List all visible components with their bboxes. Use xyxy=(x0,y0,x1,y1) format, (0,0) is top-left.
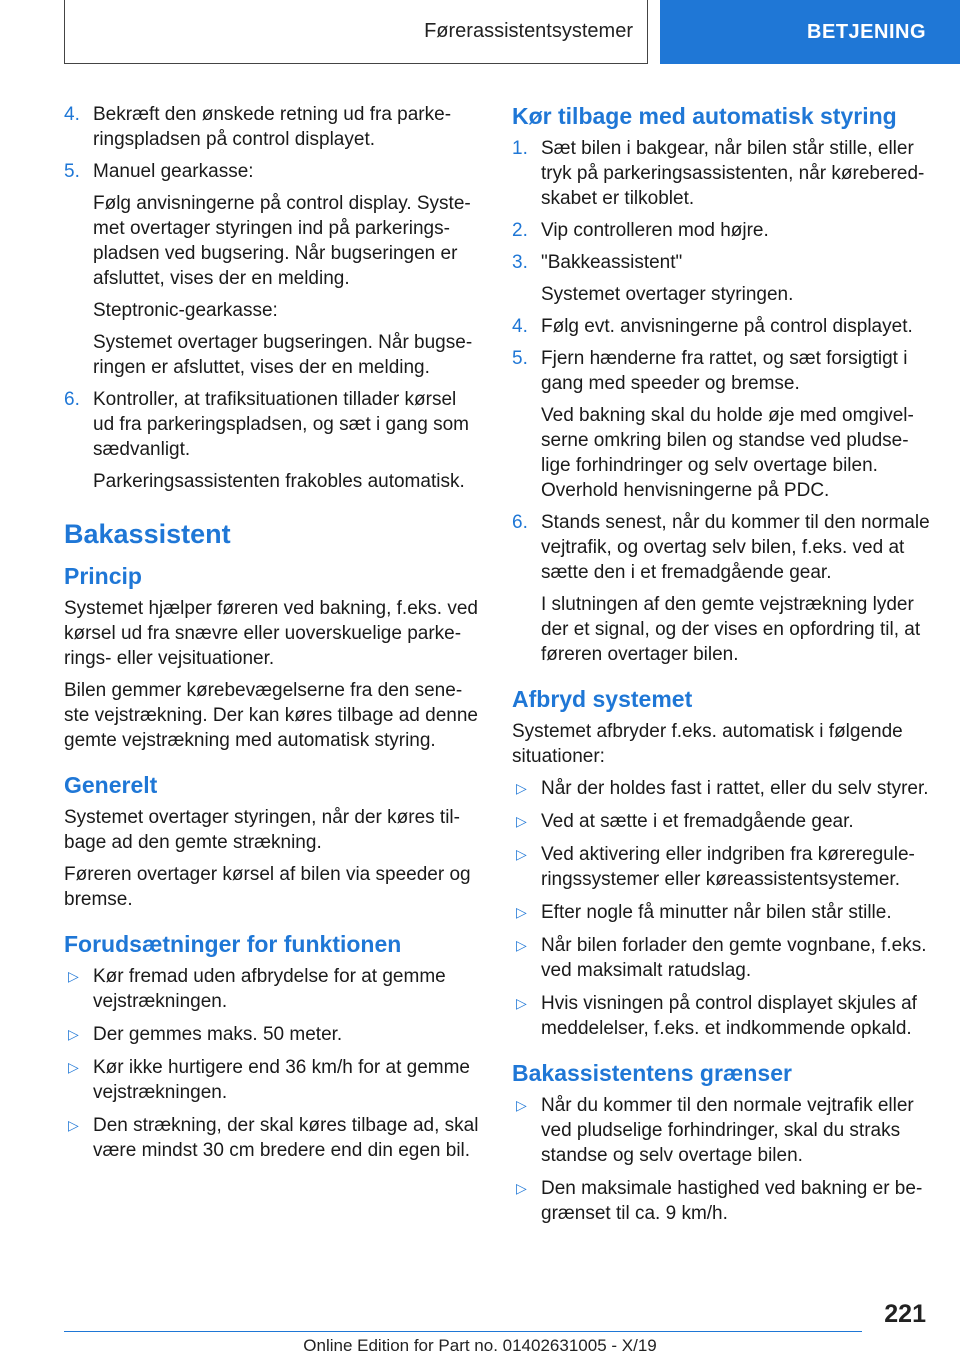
step-item xyxy=(512,250,930,275)
step-text: Fjern hænderne fra rattet, og sæt forsigtigt i gang med speeder og bremse. xyxy=(541,348,908,394)
step-subtext: Systemet overtager bugseringen. Når bugseringen er afsluttet, vises der en melding. xyxy=(93,332,473,378)
heading-forudsaetninger: Forudsætninger for funktionen xyxy=(64,931,402,957)
bullet-item xyxy=(64,1113,480,1163)
bullet-item xyxy=(512,900,930,925)
paragraph: Føreren overtager kørsel af bilen via speeder og bremse. xyxy=(64,864,471,910)
bullet-item xyxy=(512,809,930,834)
paragraph: Bilen gemmer kørebevægelserne fra den seneste vejstrækning. Der kan køres tilbage ad denne gemte vejstrækning med automatisk styring. xyxy=(64,680,478,751)
step-number: 4. xyxy=(64,104,80,125)
step-subtext: Steptronic-gearkasse: xyxy=(93,300,278,321)
right-column xyxy=(512,102,930,1234)
header-section-title: Førerassistentsystemer xyxy=(424,20,633,42)
step-text: Manuel gearkasse: xyxy=(93,161,254,182)
bullet-text: Kør fremad uden afbrydelse for at gemme vejstrækningen. xyxy=(93,966,446,1012)
step-item xyxy=(512,510,930,585)
header-chapter-tab xyxy=(660,0,960,64)
heading-graenser: Bakassistentens grænser xyxy=(512,1060,792,1086)
bullet-item xyxy=(512,991,930,1041)
bullet-item xyxy=(512,776,930,801)
step-text: Sæt bilen i bakgear, når bilen står stille, eller tryk på parkeringsassistenten, når køreberedskabet er tilkoblet. xyxy=(541,138,925,209)
bullet-text: Den strækning, der skal køres tilbage ad, skal være mindst 30 cm bredere end din egen bil. xyxy=(93,1115,479,1161)
footer-edition: Online Edition for Part no. 01402631005 - X/19 xyxy=(303,1336,657,1355)
step-text: Kontroller, at trafiksituationen tillader kørsel ud fra parkeringspladsen, og sæt i gang som sædvanligt. xyxy=(93,389,469,460)
step-text: Følg evt. anvisningerne på control displayet. xyxy=(541,316,913,337)
triangle-bullet-icon: ▷ xyxy=(68,1117,79,1133)
bullet-item xyxy=(512,1176,930,1226)
bullet-text: Hvis visningen på control displayet skjules af meddelelser, f.eks. et indkommende opkald. xyxy=(541,993,917,1039)
step-number: 4. xyxy=(512,316,528,337)
paragraph: Systemet overtager styringen, når der køres tilbage ad den gemte strækning. xyxy=(64,807,460,853)
bullet-item xyxy=(64,1022,480,1047)
step-number: 5. xyxy=(64,161,80,182)
bullet-item xyxy=(512,1093,930,1168)
bullet-text: Ved aktivering eller indgriben fra kørereguleringssystemer eller køreassistentsystemer. xyxy=(541,844,915,890)
heading-generelt: Generelt xyxy=(64,772,158,798)
bullet-item xyxy=(512,933,930,983)
paragraph: Systemet afbryder f.eks. automatisk i følgende situationer: xyxy=(512,721,903,767)
bullet-item xyxy=(64,1055,480,1105)
step-item xyxy=(512,218,930,243)
triangle-bullet-icon: ▷ xyxy=(516,780,527,796)
step-text: Vip controlleren mod højre. xyxy=(541,220,769,241)
triangle-bullet-icon: ▷ xyxy=(516,995,527,1011)
bullet-text: Der gemmes maks. 50 meter. xyxy=(93,1024,343,1045)
triangle-bullet-icon: ▷ xyxy=(516,937,527,953)
bullet-text: Når der holdes fast i rattet, eller du selv styrer. xyxy=(541,778,929,799)
bullet-text: Når du kommer til den normale vejtrafik eller ved pludselige forhindringer, skal du straks standse og selv overtage bilen. xyxy=(541,1095,914,1166)
page-number: 221 xyxy=(884,1300,926,1328)
header-chapter-title: BETJENING xyxy=(807,20,926,43)
step-number: 2. xyxy=(512,220,528,241)
header-section xyxy=(64,0,648,64)
step-number: 1. xyxy=(512,138,528,159)
heading-koer-tilbage: Kør tilbage med automatisk styring xyxy=(512,103,897,129)
bullet-text: Ved at sætte i et fremadgående gear. xyxy=(541,811,854,832)
step-subtext: Parkeringsassistenten frakobles automatisk. xyxy=(93,471,465,492)
step-subtext: I slutningen af den gemte vejstrækning lyder der et signal, og der vises en opfordring til, at føreren overtager bilen. xyxy=(541,594,921,665)
triangle-bullet-icon: ▷ xyxy=(516,1097,527,1113)
step-item xyxy=(64,159,480,184)
triangle-bullet-icon: ▷ xyxy=(516,904,527,920)
triangle-bullet-icon: ▷ xyxy=(516,813,527,829)
heading-bakassistent: Bakassistent xyxy=(64,519,231,549)
triangle-bullet-icon: ▷ xyxy=(516,846,527,862)
triangle-bullet-icon: ▷ xyxy=(516,1180,527,1196)
step-text: Bekræft den ønskede retning ud fra parkeringspladsen på control displayet. xyxy=(93,104,452,150)
bullet-item xyxy=(64,964,480,1014)
bullet-text: Kør ikke hurtigere end 36 km/h for at gemme vejstrækningen. xyxy=(93,1057,470,1103)
paragraph: Systemet hjælper føreren ved bakning, f.eks. ved kørsel ud fra snævre eller uoverskuelige parkerings- eller vejsituationer. xyxy=(64,598,478,669)
triangle-bullet-icon: ▷ xyxy=(68,1026,79,1042)
heading-afbryd: Afbryd systemet xyxy=(512,686,693,712)
bullet-text: Den maksimale hastighed ved bakning er begrænset til ca. 9 km/h. xyxy=(541,1178,923,1224)
step-item xyxy=(512,314,930,339)
step-number: 5. xyxy=(512,348,528,369)
step-text: "Bakkeassistent" xyxy=(541,252,683,273)
step-number: 6. xyxy=(64,389,80,410)
step-item xyxy=(64,387,480,462)
triangle-bullet-icon: ▷ xyxy=(68,968,79,984)
step-item xyxy=(512,346,930,396)
bullet-text: Efter nogle få minutter når bilen står stille. xyxy=(541,902,892,923)
footer-divider xyxy=(64,1331,862,1332)
step-item xyxy=(64,102,480,152)
triangle-bullet-icon: ▷ xyxy=(68,1059,79,1075)
step-subtext: Følg anvisningerne på control display. Systemet overtager styringen ind på parkeringspladsen ved bugsering. Når bugseringen er afsluttet, vises der en melding. xyxy=(93,193,471,289)
bullet-text: Når bilen forlader den gemte vognbane, f.eks. ved maksimalt ratudslag. xyxy=(541,935,927,981)
step-number: 3. xyxy=(512,252,528,273)
bullet-item xyxy=(512,842,930,892)
left-column xyxy=(64,102,480,1171)
step-subtext: Ved bakning skal du holde øje med omgivelserne omkring bilen og standse ved pludselige forhindringer og selv overtage bilen. Overhold henvisningerne på PDC. xyxy=(541,405,914,501)
step-item xyxy=(512,136,930,211)
step-number: 6. xyxy=(512,512,528,533)
step-text: Stands senest, når du kommer til den normale vejtrafik, og overtag selv bilen, f.eks. ved at sætte den i et fremadgående gear. xyxy=(541,512,930,583)
step-subtext: Systemet overtager styringen. xyxy=(541,284,794,305)
heading-princip: Princip xyxy=(64,563,142,589)
